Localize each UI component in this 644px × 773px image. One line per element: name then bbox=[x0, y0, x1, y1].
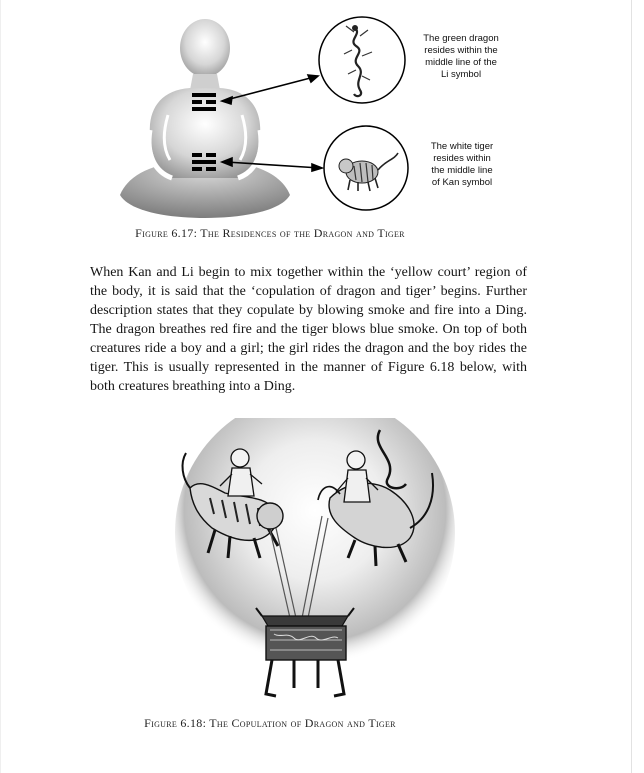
dragon-callout-line: The green dragon bbox=[423, 33, 499, 44]
figure-6-18-caption: Figure 6.18: The Copulation of Dragon and Tiger bbox=[144, 716, 396, 730]
tiger-callout bbox=[416, 141, 508, 189]
dragon-callout-line: resides within the bbox=[424, 45, 498, 56]
dragon-callout-line: middle line of the bbox=[425, 57, 497, 68]
figure-6-17-caption: Figure 6.17: The Residences of the Dragon and Tiger bbox=[135, 226, 405, 240]
dragon-callout bbox=[412, 33, 510, 81]
ding-vessel bbox=[256, 608, 354, 696]
meditating-figure bbox=[120, 19, 290, 218]
dragon-callout-line: Li symbol bbox=[440, 69, 482, 80]
tiger-callout-line: The white tiger bbox=[430, 141, 494, 152]
dragon-emblem bbox=[319, 17, 405, 103]
tiger-callout-line: of Kan symbol bbox=[431, 177, 493, 188]
body-paragraph: When Kan and Li begin to mix together within the ‘yellow court’ region of the body, it is said that the ‘copulation of dragon and tiger’ begins. Further description states that they copulate by blowing smoke and fire into a Ding. The dragon breathes red fire and the tiger blows blue smoke. On top of both creatures ride a boy and a girl; the girl rides the dragon and the boy rides the tiger. This is usually represented in the manner of Figure 6.18 below, with both creatures breathing into a Ding. bbox=[90, 265, 527, 394]
tiger-callout-line: the middle line bbox=[431, 165, 493, 176]
figure-6-18-illustration bbox=[170, 418, 460, 708]
tiger-emblem bbox=[324, 126, 408, 210]
tiger-callout-line: resides within bbox=[433, 153, 491, 164]
page-right-edge bbox=[631, 0, 632, 773]
page-left-edge bbox=[0, 0, 1, 773]
